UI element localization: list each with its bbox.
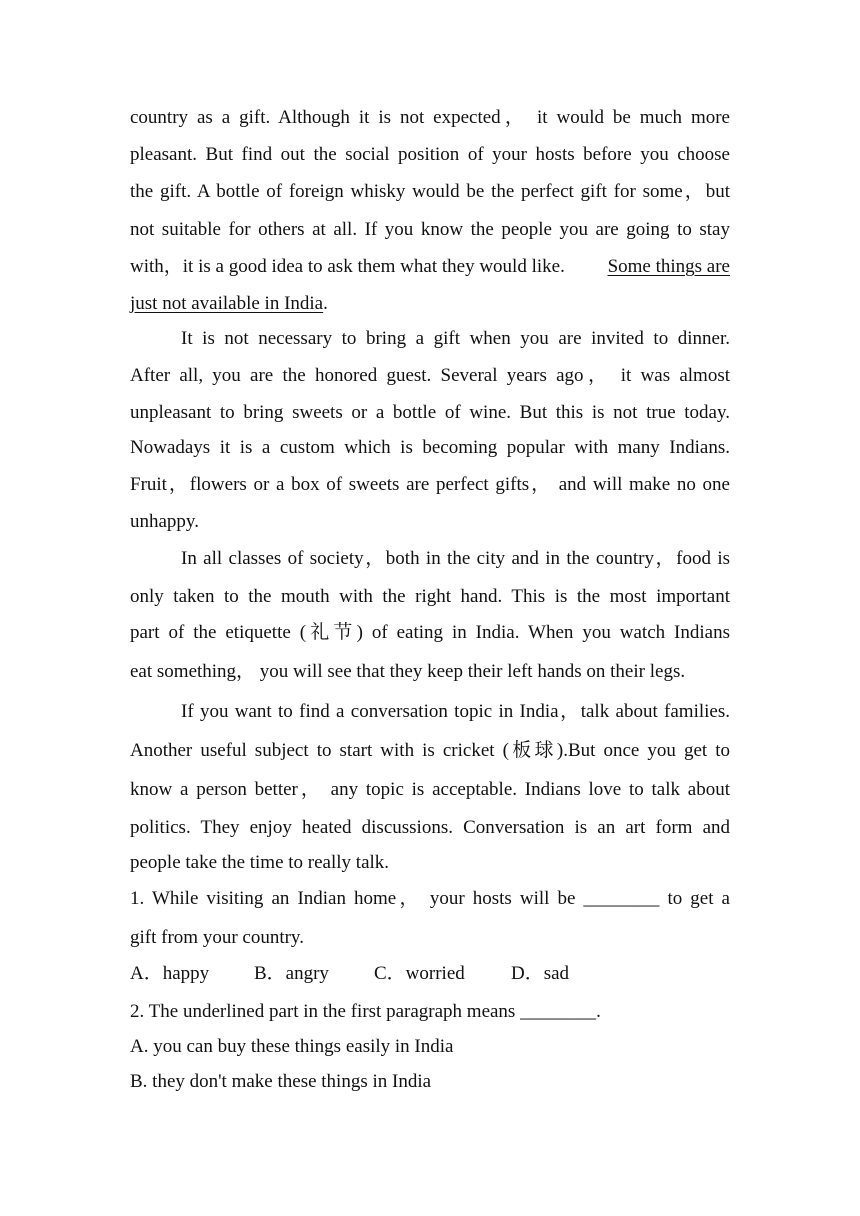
passage-line: pleasant. But find out the social position of your hosts before you choose — [130, 144, 730, 165]
passage-line: eat something， you will see that they keep their left hands on their legs. — [130, 661, 686, 682]
question-1-stem: 1. While visiting an Indian home， your hosts will be ________ to get a — [130, 888, 730, 909]
question-2-stem: 2. The underlined part in the first paragraph means ________. — [130, 1001, 601, 1022]
passage-line: know a person better， any topic is acceptable. Indians love to talk about — [130, 779, 730, 800]
passage-line: unhappy. — [130, 511, 199, 532]
passage-line: part of the etiquette (礼节) of eating in India. When you watch Indians — [130, 622, 730, 643]
passage-line: Nowadays it is a custom which is becoming popular with many Indians. — [130, 437, 730, 458]
passage-line-text: with，it is a good idea to ask them what they would like. — [130, 256, 565, 277]
passage-line: country as a gift. Although it is not expected， it would be much more — [130, 107, 730, 128]
passage-line: In all classes of society，both in the city and in the country，food is — [181, 548, 730, 569]
passage-line: After all, you are the honored guest. Several years ago， it was almost — [130, 365, 730, 386]
passage-line: the gift. A bottle of foreign whisky would be the perfect gift for some，but — [130, 181, 730, 202]
passage-line: only taken to the mouth with the right hand. This is the most important — [130, 586, 730, 607]
passage-line — [130, 292, 730, 316]
passage-line: not suitable for others at all. If you know the people you are going to stay — [130, 219, 730, 240]
passage-line: If you want to find a conversation topic in India，talk about families. — [181, 701, 730, 722]
underlined-phrase: just not available in India — [130, 293, 324, 314]
passage-line: politics. They enjoy heated discussions. Conversation is an art form and — [130, 817, 730, 838]
question-1-stem-continued: gift from your country. — [130, 927, 304, 948]
underlined-phrase: Some things are — [607, 256, 730, 277]
passage-line: Fruit，flowers or a box of sweets are perfect gifts， and will make no one — [130, 474, 730, 495]
option-a[interactable]: A. you can buy these things easily in India — [130, 1036, 454, 1057]
passage-line: unpleasant to bring sweets or a bottle of wine. But this is not true today. — [130, 402, 730, 423]
option-b[interactable]: B. they don't make these things in India — [130, 1071, 432, 1092]
option-a[interactable]: A．happy — [130, 963, 210, 984]
passage-line — [130, 255, 730, 279]
option-d[interactable]: D．sad — [511, 963, 570, 984]
passage-line: It is not necessary to bring a gift when you are invited to dinner. — [181, 328, 730, 349]
passage-line: people take the time to really talk. — [130, 852, 390, 873]
sentence-period: . — [323, 293, 328, 314]
option-c[interactable]: C．worried — [374, 963, 465, 984]
option-b[interactable]: B．angry — [254, 963, 329, 984]
passage-line: Another useful subject to start with is cricket (板球).But once you get to — [130, 740, 730, 761]
